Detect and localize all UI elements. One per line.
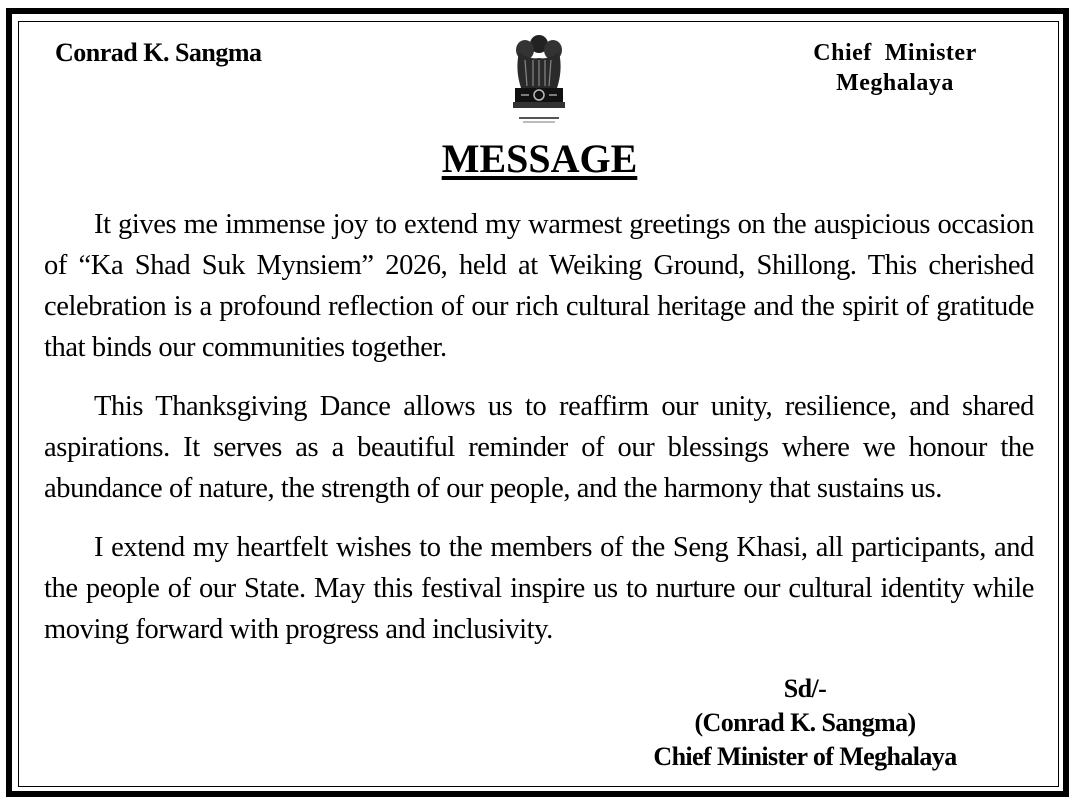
- paragraph-1: It gives me immense joy to extend my warmest greetings on the auspicious occasion of “Ka Shad Suk Mynsiem” 2026, held at Weiking Ground, Shillong. This cherished celebration is a profound reflection of our rich cultural heritage and the spirit of gratitude that binds our communities together.: [44, 209, 1034, 363]
- designation-line1: Chief Minister: [813, 40, 977, 66]
- paragraph-2: This Thanksgiving Dance allows us to reaffirm our unity, resilience, and shared aspirations. It serves as a beautiful reminder of our blessings where we honour the abundance of nature, the strength of our people, and the harmony that sustains us.: [44, 391, 1034, 504]
- page-title: MESSAGE: [441, 136, 638, 181]
- paragraph-3: I extend my heartfelt wishes to the members of the Seng Khasi, all participants, and the people of our State. May this festival inspire us to nurture our cultural identity while moving forward with progress and inclusivity.: [44, 532, 1034, 645]
- state-emblem-icon: [505, 30, 573, 130]
- signature-block: [620, 672, 990, 774]
- signature-designation: Chief Minister of Meghalaya: [653, 742, 957, 771]
- designation-line2: Meghalaya: [836, 70, 954, 96]
- sender-name: Conrad K. Sangma: [55, 38, 262, 67]
- designation-block: [790, 38, 1000, 98]
- message-body: [44, 204, 1034, 668]
- signature-name: (Conrad K. Sangma): [694, 708, 916, 737]
- signature-sd: Sd/-: [783, 674, 827, 703]
